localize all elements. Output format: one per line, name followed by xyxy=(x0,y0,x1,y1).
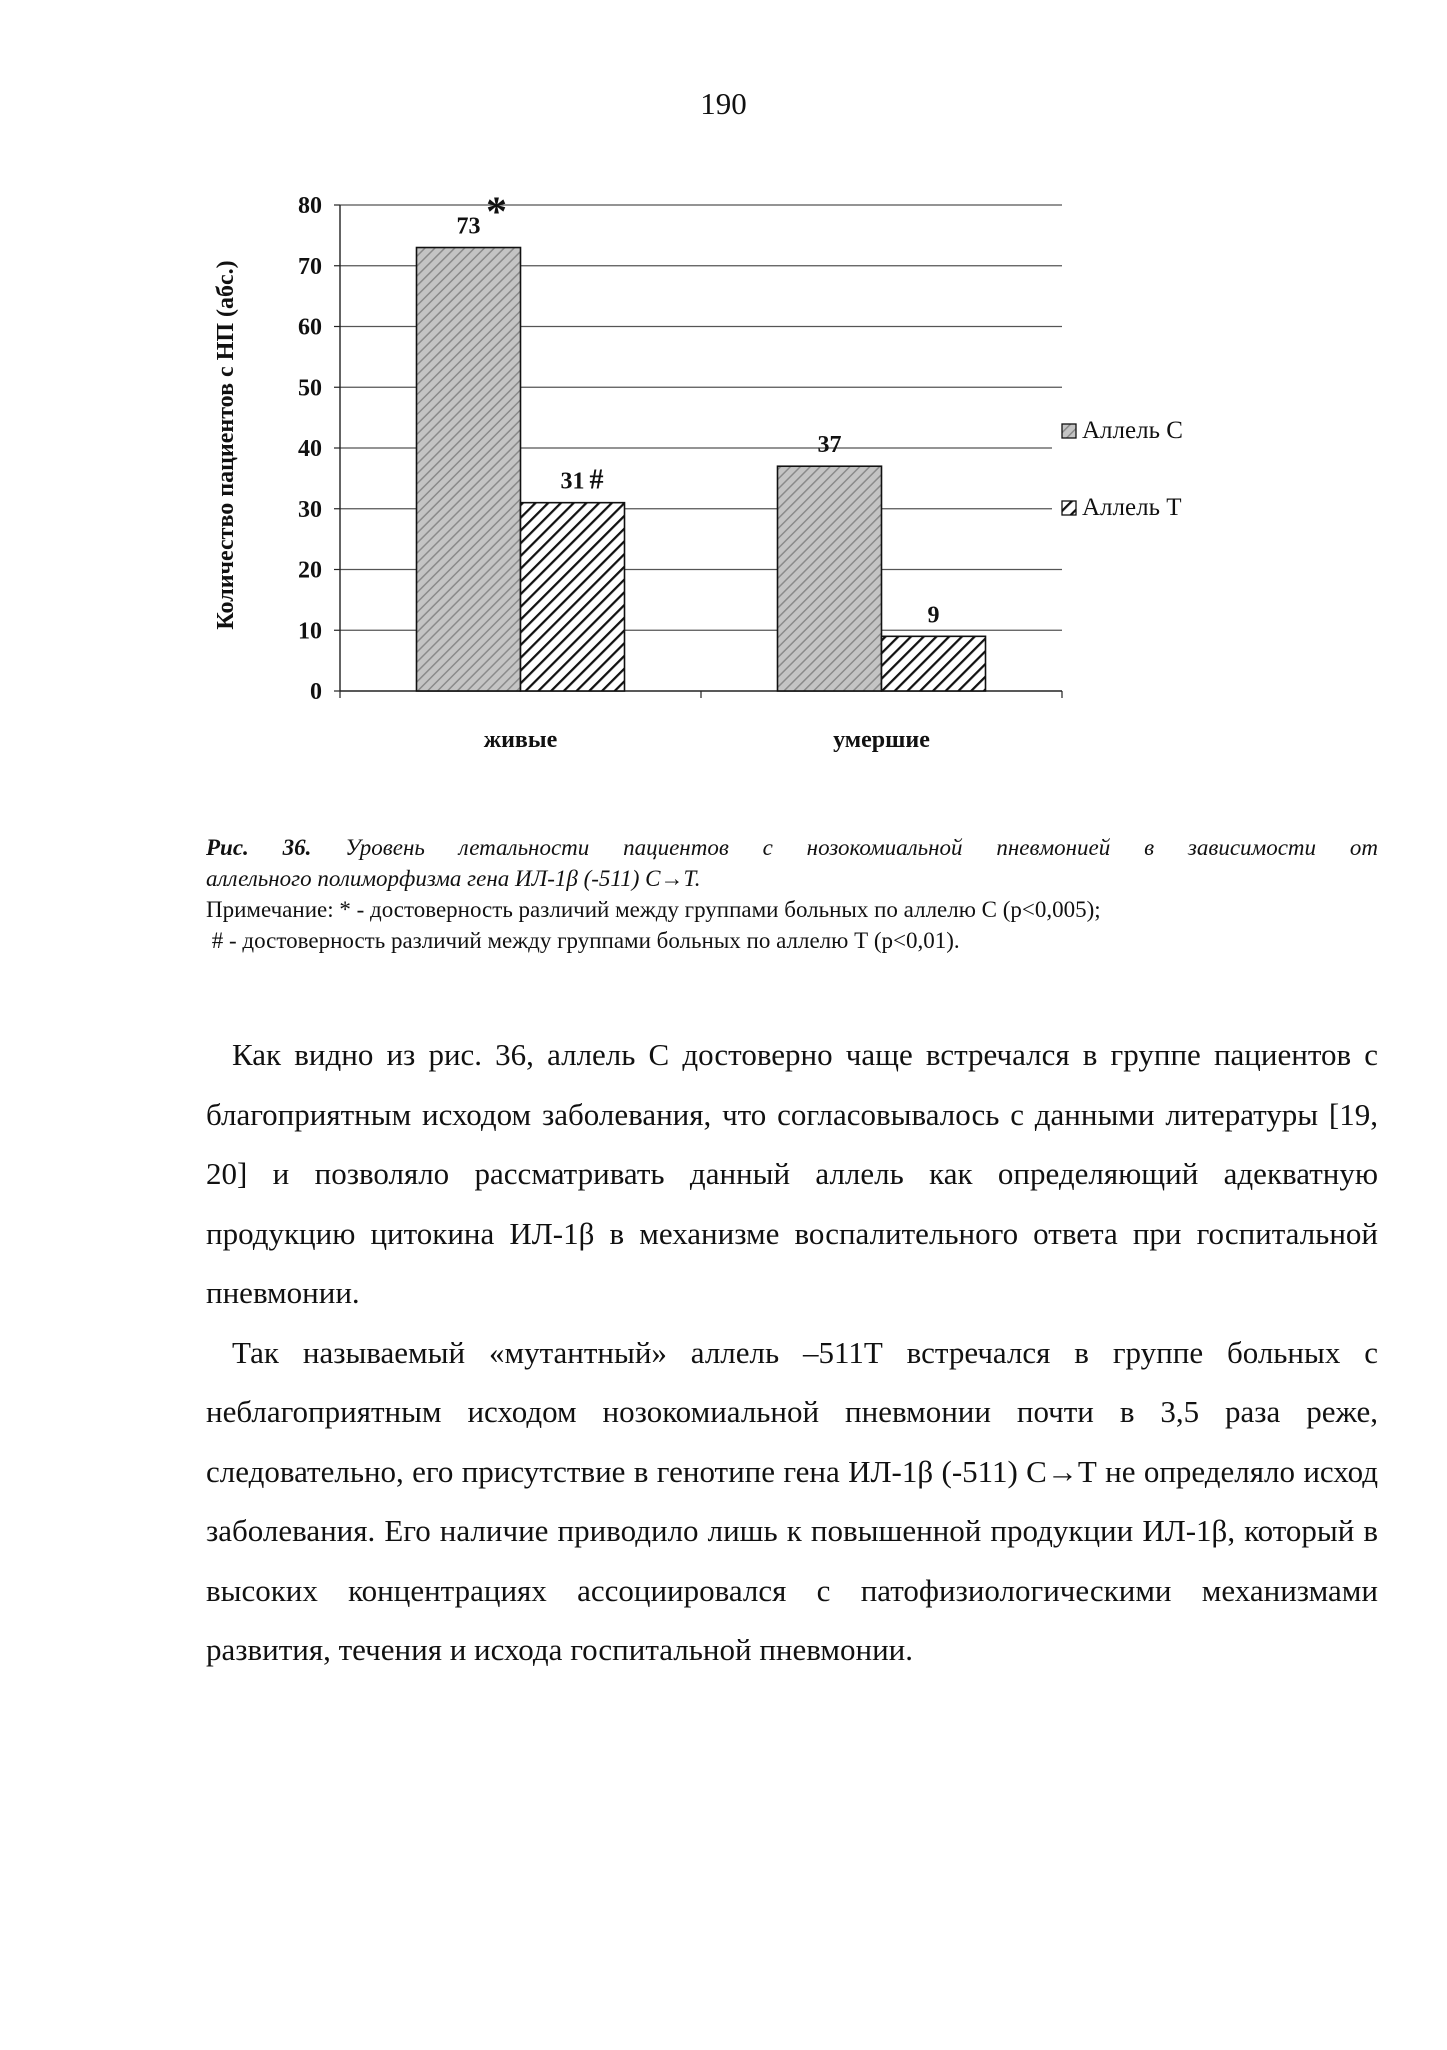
legend-swatch xyxy=(1062,424,1076,438)
bar-1-0 xyxy=(778,466,882,691)
bar-1-1 xyxy=(882,636,986,691)
legend-label: Аллель Т xyxy=(1082,494,1182,521)
bar-0-0 xyxy=(417,248,521,691)
bar-chart xyxy=(200,175,1240,765)
y-tick-label: 20 xyxy=(298,557,322,584)
page-number: 190 xyxy=(700,86,747,121)
paragraph-1: Как видно из рис. 36, аллель С достоверно чаще встречался в группе пациентов с благоприятным исходом заболевания, что согласовывалось с данными литературы [19, 20] и позволяло рассматривать данный аллель как определяющий адекватную продукцию цитокина ИЛ-1β в механизме воспалительного ответа при госпитальной пневмонии. xyxy=(206,1037,1378,1310)
significance-marker: * xyxy=(486,189,507,236)
y-tick-label: 40 xyxy=(298,436,322,462)
body-text xyxy=(206,1025,1378,1680)
category-label: умершие xyxy=(833,727,930,753)
caption-title-1: Уровень летальности пациентов с нозокомиальной пневмонией в зависимости от xyxy=(345,835,1378,860)
y-tick-label: 30 xyxy=(298,496,322,523)
y-tick-label: 10 xyxy=(298,618,322,645)
bar-0-1 xyxy=(521,503,625,691)
legend-swatch xyxy=(1062,501,1076,515)
caption-title-2: аллельного полиморфизма гена ИЛ-1β (-511) С→Т. xyxy=(206,866,701,891)
data-label: 73 xyxy=(456,213,481,240)
y-tick-label: 60 xyxy=(298,314,322,341)
figure-caption xyxy=(206,832,1378,956)
data-label: 31 xyxy=(560,468,585,495)
paragraph-2: Так называемый «мутантный» аллель –511Т встречался в группе больных с неблагоприятным исходом нозокомиальной пневмонии почти в 3,5 раза реже, следовательно, его присутствие в генотипе гена ИЛ-1β (-511) С→Т не определяло исход заболевания. Его наличие приводило лишь к повышенной продукции ИЛ-1β, который в высоких концентрациях ассоциировался с патофизиологическими механизмами развития, течения и исхода госпитальной пневмонии. xyxy=(206,1334,1378,1667)
legend-label: Аллель С xyxy=(1082,417,1183,444)
y-tick-label: 0 xyxy=(310,679,322,705)
significance-marker: # xyxy=(589,464,604,496)
category-label: живые xyxy=(483,727,558,753)
y-tick-label: 50 xyxy=(298,375,322,402)
y-axis-label: Количество пациентов с НП (абс.) xyxy=(213,260,239,630)
y-tick-label: 70 xyxy=(298,253,322,280)
data-label: 9 xyxy=(927,602,940,629)
caption-note-2: # - достоверность различий между группами больных по аллелю Т (р<0,01). xyxy=(206,928,960,953)
y-tick-label: 80 xyxy=(298,193,322,219)
caption-line-1 xyxy=(206,832,1378,863)
data-label: 37 xyxy=(817,432,842,459)
caption-label: Рис. 36. xyxy=(206,835,312,860)
caption-note-1: Примечание: * - достоверность различий между группами больных по аллелю С (р<0,005); xyxy=(206,897,1101,922)
